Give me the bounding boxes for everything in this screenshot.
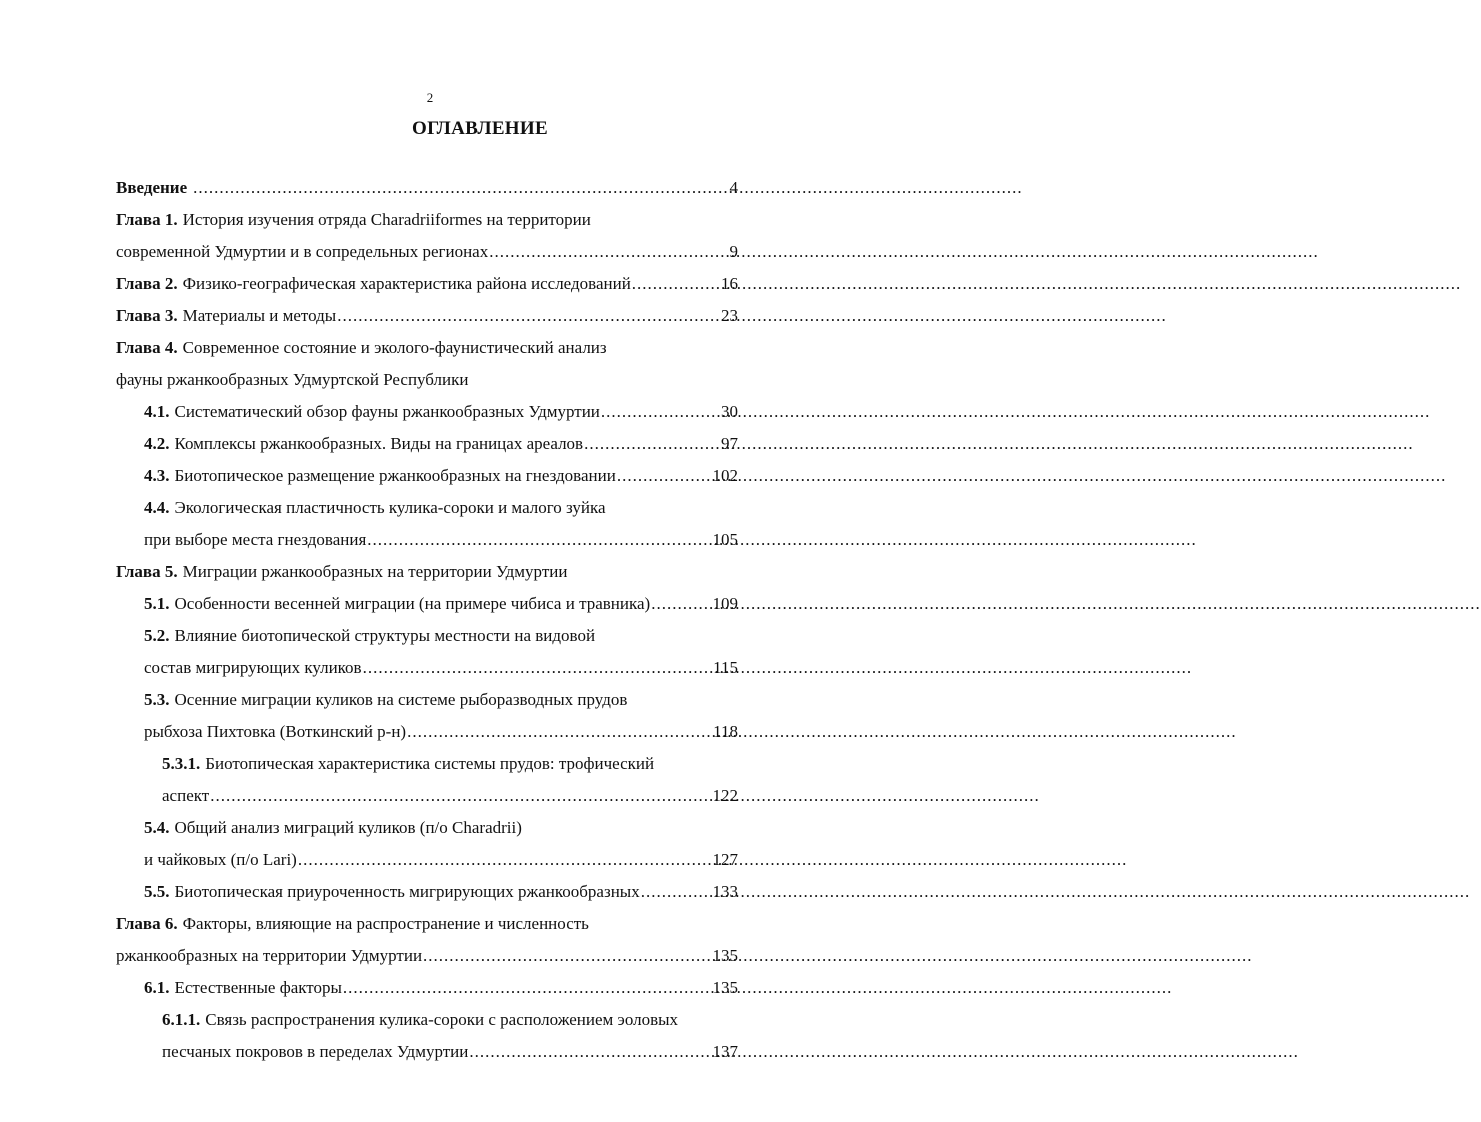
toc-entry-page: 105 xyxy=(712,530,738,549)
toc-entry-title: современной Удмуртии и в сопредельных регионах xyxy=(116,242,489,261)
toc-entry-page: 9 xyxy=(729,242,738,261)
toc-entry-title: и чайковых (п/о Lari) xyxy=(144,850,297,869)
toc-entry-title: Факторы, влияющие на распространение и численность xyxy=(182,914,589,933)
toc-entry xyxy=(116,972,738,1004)
toc-entry xyxy=(116,620,738,652)
toc-entry-title: Особенности весенней миграции (на примере чибиса и травника) xyxy=(174,594,651,613)
toc-entry-page: 118 xyxy=(713,722,738,741)
toc-entry xyxy=(116,172,738,204)
toc-leader-dots xyxy=(632,268,720,300)
toc-entry-page: 97 xyxy=(721,434,738,453)
toc-entry-page: 127 xyxy=(712,850,738,869)
toc-entry xyxy=(116,428,738,460)
toc-entry xyxy=(116,748,738,780)
toc-entry-number: 6.1.1. xyxy=(162,1010,201,1029)
page-number: 2 xyxy=(426,90,434,105)
toc-leader-dots xyxy=(193,172,728,204)
toc-entry-title: Систематический обзор фауны ржанкообразных Удмуртии xyxy=(174,402,600,421)
toc-entry-number: 4.4. xyxy=(144,498,170,517)
toc-entry xyxy=(116,716,738,748)
toc-entry-page: 135 xyxy=(712,978,738,997)
toc-entry-number: 6.1. xyxy=(144,978,170,997)
toc-entry-title: Естественные факторы xyxy=(174,978,342,997)
toc-entry-page: 135 xyxy=(712,946,738,965)
toc-entry-page: 23 xyxy=(721,306,738,325)
toc-entry xyxy=(116,1004,738,1036)
toc-entry-title: Осенние миграции куликов на системе рыборазводных прудов xyxy=(174,690,628,709)
toc-entry-number: 5.3. xyxy=(144,690,170,709)
toc-entry-title: Миграции ржанкообразных на территории Удмуртии xyxy=(182,562,568,581)
toc-entry-page: 30 xyxy=(721,402,738,421)
toc-entry xyxy=(116,684,738,716)
toc-entry-title: при выборе места гнездования xyxy=(144,530,367,549)
toc-entry xyxy=(116,652,738,684)
toc-entry-number: 4.1. xyxy=(144,402,170,421)
toc-entry xyxy=(116,812,738,844)
toc-entry-number: 5.2. xyxy=(144,626,170,645)
toc-entry-title: Влияние биотопической структуры местности на видовой xyxy=(174,626,596,645)
toc-leader-dots xyxy=(641,876,712,908)
toc-entry-page: 4 xyxy=(729,178,738,197)
toc-entry-title: песчаных покровов в переделах Удмуртии xyxy=(162,1042,469,1061)
toc-entry-title: фауны ржанкообразных Удмуртской Республики xyxy=(116,370,469,389)
toc-entry-title: Комплексы ржанкообразных. Виды на границах ареалов xyxy=(174,434,584,453)
toc-leader-dots xyxy=(343,972,712,1004)
toc-entry xyxy=(116,908,738,940)
toc-entry-number: 4.3. xyxy=(144,466,170,485)
toc-leader-dots xyxy=(298,844,712,876)
toc-entry-title: рыбхоза Пихтовка (Воткинский р-н) xyxy=(144,722,407,741)
toc-heading: ОГЛАВЛЕНИЕ xyxy=(412,118,548,139)
toc-entry-number: Глава 3. xyxy=(116,306,178,325)
toc-entry-page: 16 xyxy=(721,274,738,293)
toc-entry-title: аспект xyxy=(162,786,210,805)
toc-entry xyxy=(116,876,738,908)
toc-entry-number: 5.5. xyxy=(144,882,170,901)
toc-entry-number: Глава 2. xyxy=(116,274,178,293)
toc-entry-number: 5.4. xyxy=(144,818,170,837)
toc-entry-page: 102 xyxy=(712,466,738,485)
toc-entry-number: Глава 4. xyxy=(116,338,178,357)
toc-entry xyxy=(116,524,738,556)
toc-leader-dots xyxy=(337,300,720,332)
toc-leader-dots xyxy=(617,460,712,492)
toc-leader-dots xyxy=(367,524,711,556)
toc-entry-title: История изучения отряда Charadriiformes на территории xyxy=(182,210,591,229)
toc-entry-number: 4.2. xyxy=(144,434,170,453)
toc-entry-page: 133 xyxy=(712,882,738,901)
toc-leader-dots xyxy=(407,716,712,748)
toc-entry xyxy=(116,236,738,268)
toc-entry-number: Глава 5. xyxy=(116,562,178,581)
toc-leader-dots xyxy=(423,940,711,972)
toc-leader-dots xyxy=(651,588,711,620)
toc-entry xyxy=(116,1036,738,1068)
toc-entry xyxy=(116,396,738,428)
toc-leader-dots xyxy=(210,780,711,812)
toc-entry-title: Экологическая пластичность кулика-сороки и малого зуйка xyxy=(174,498,606,517)
toc-entry xyxy=(116,556,738,588)
toc-entry xyxy=(116,780,738,812)
toc-leader-dots xyxy=(584,428,720,460)
toc-entry-page: 115 xyxy=(713,658,738,677)
toc-entry-number: 5.1. xyxy=(144,594,170,613)
toc-entry xyxy=(116,940,738,972)
toc-entry-number: Введение xyxy=(116,178,188,197)
toc-entry-number: Глава 6. xyxy=(116,914,178,933)
toc-entry xyxy=(116,300,738,332)
toc-entry-page: 109 xyxy=(712,594,738,613)
toc-entry-title: Биотопическая приуроченность мигрирующих ржанкообразных xyxy=(174,882,640,901)
toc-entry-title: Материалы и методы xyxy=(182,306,337,325)
toc-entry xyxy=(116,844,738,876)
toc-entry xyxy=(116,204,738,236)
toc-entry-title: ржанкообразных на территории Удмуртии xyxy=(116,946,423,965)
toc-leader-dots xyxy=(469,1036,711,1068)
toc-entry-title: Биотопическая характеристика системы прудов: трофический xyxy=(205,754,655,773)
toc-entry-title: Биотопическое размещение ржанкообразных на гнездовании xyxy=(174,466,616,485)
toc-entry-title: состав мигрирующих куликов xyxy=(144,658,362,677)
toc-entry xyxy=(116,492,738,524)
toc-entry xyxy=(116,460,738,492)
toc-entry-page: 137 xyxy=(712,1042,738,1061)
toc-entry-page: 122 xyxy=(712,786,738,805)
toc-entry-title: Современное состояние и эколого-фаунистический анализ xyxy=(182,338,607,357)
toc-entry-number: Глава 1. xyxy=(116,210,178,229)
table-of-contents xyxy=(116,172,738,1068)
toc-leader-dots xyxy=(489,236,728,268)
toc-entry-number: 5.3.1. xyxy=(162,754,201,773)
toc-entry-title: Физико-географическая характеристика района исследований xyxy=(182,274,631,293)
toc-entry xyxy=(116,268,738,300)
toc-entry-title: Общий анализ миграций куликов (п/о Charadrii) xyxy=(174,818,522,837)
toc-entry-title: Связь распространения кулика-сороки с расположением эоловых xyxy=(205,1010,679,1029)
toc-entry xyxy=(116,332,738,364)
toc-entry xyxy=(116,364,738,396)
toc-leader-dots xyxy=(601,396,720,428)
toc-leader-dots xyxy=(363,652,713,684)
toc-entry xyxy=(116,588,738,620)
